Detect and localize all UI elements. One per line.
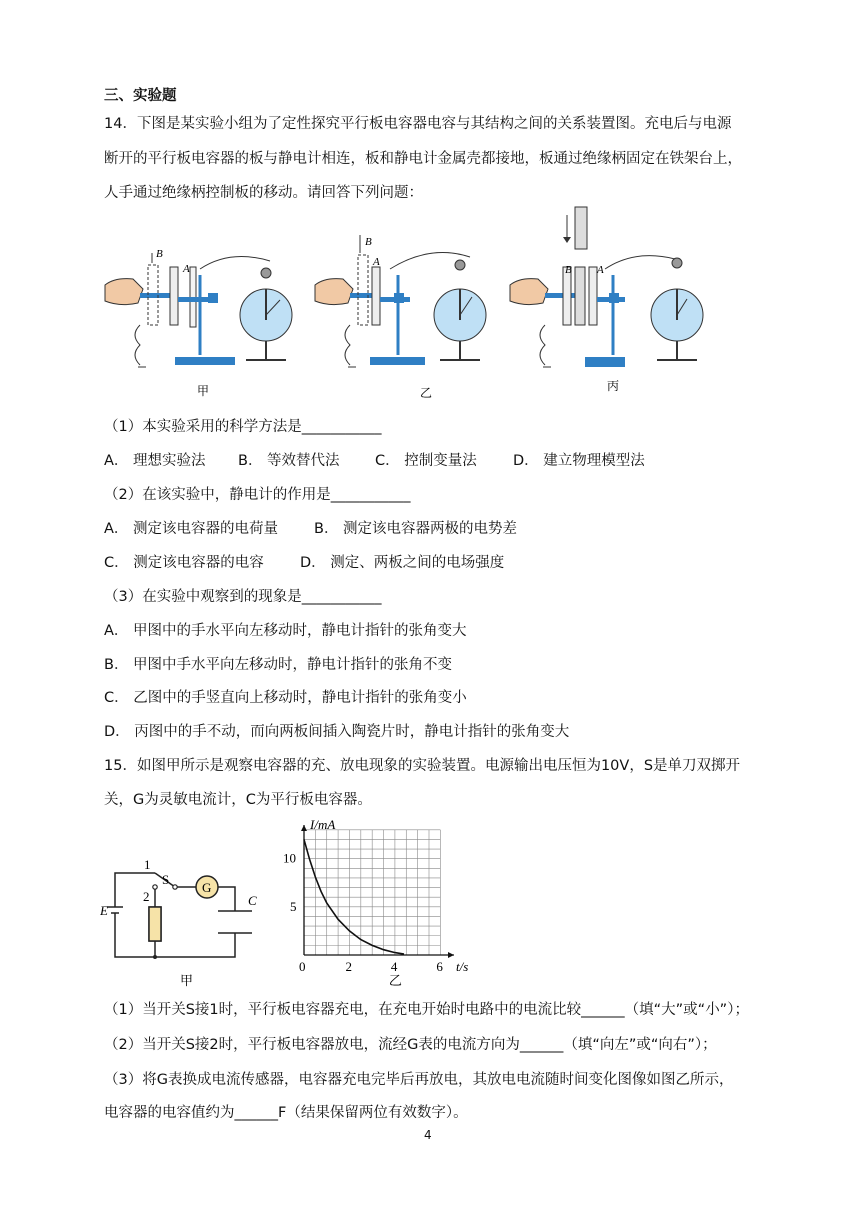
x-tick-label: 4 bbox=[390, 959, 398, 974]
circuit-caption: 甲 bbox=[180, 973, 194, 988]
q14-sub3-option-c: C． 乙图中的手竖直向上移动时，静电计指针的张角变小 bbox=[104, 690, 467, 706]
q14-sub2-option-d: D． 测定、两板之间的电场强度 bbox=[300, 555, 505, 571]
source-label: E bbox=[100, 903, 108, 918]
plate-label-B: B bbox=[156, 248, 163, 260]
chart-y-axis-label: I/mA bbox=[310, 817, 336, 832]
apparatus-yi bbox=[315, 235, 486, 400]
q14-sub3-option-d: D． 丙图中的手不动，而向两板间插入陶瓷片时，静电计指针的张角变大 bbox=[104, 724, 570, 740]
q14-sub2-option-b: B． 测定该电容器两极的电势差 bbox=[314, 521, 518, 537]
q15-sub3-line1: （3）将G表换成电流传感器，电容器充电完毕后再放电，其放电电流随时间变化图像如图乙所示， bbox=[104, 1072, 734, 1088]
y-tick-label: 10 bbox=[283, 850, 296, 866]
plate-label-A: A bbox=[373, 256, 380, 268]
q14-sub3-option-a: A． 甲图中的手水平向左移动时，静电计指针的张角变大 bbox=[104, 623, 467, 639]
section-title: 三、实验题 bbox=[104, 88, 177, 104]
galvanometer-label: G bbox=[202, 880, 212, 895]
apparatus-jia bbox=[105, 248, 292, 398]
q14-sub1-option-a: A． 理想实验法 bbox=[104, 453, 206, 469]
apparatus-bing bbox=[510, 207, 703, 393]
discharge-curve bbox=[304, 839, 404, 954]
plate-label-A: A bbox=[183, 263, 190, 275]
switch-label: S bbox=[162, 872, 170, 887]
circuit-diagram bbox=[100, 855, 280, 990]
chart-x-axis-label: t/s bbox=[456, 959, 469, 974]
q14-intro-line1: 14．下图是某实验小组为了定性探究平行板电容器电容与其结构之间的关系装置图。充电后与电源 bbox=[104, 116, 732, 132]
capacitor-apparatus-figure bbox=[100, 205, 740, 400]
q15-sub3-line2: 电容器的电容值约为______F（结果保留两位有效数字）。 bbox=[104, 1105, 468, 1121]
q14-intro-line3: 人手通过绝缘柄控制板的移动。请回答下列问题： bbox=[104, 185, 423, 201]
q15-intro-line2: 关，G为灵敏电流计，C为平行板电容器。 bbox=[104, 792, 372, 808]
caption-yi: 乙 bbox=[420, 386, 433, 400]
x-tick-label: 2 bbox=[345, 959, 352, 974]
q14-sub1-option-d: D． 建立物理模型法 bbox=[513, 453, 645, 469]
q15-sub1: （1）当开关S接1时，平行板电容器充电，在充电开始时电路中的电流比较______（填“大”或“小”）； bbox=[104, 1002, 749, 1018]
q14-sub3-stem: （3）在实验中观察到的现象是___________ bbox=[104, 589, 382, 605]
q14-sub3-option-b: B． 甲图中手水平向左移动时，静电计指针的张角不变 bbox=[104, 657, 453, 673]
caption-bing: 丙 bbox=[607, 379, 620, 393]
x-axis-arrow bbox=[448, 952, 454, 958]
discharge-chart bbox=[282, 812, 482, 987]
plate-label-B: B bbox=[365, 236, 372, 248]
q15-sub2: （2）当开关S接2时，平行板电容器放电，流经G表的电流方向为______（填“向左”或“向右”）； bbox=[104, 1037, 717, 1053]
q14-sub1-stem: （1）本实验采用的科学方法是___________ bbox=[104, 419, 382, 435]
capacitor-label: C bbox=[248, 893, 257, 908]
q15-intro-line1: 15．如图甲所示是观察电容器的充、放电现象的实验装置。电源输出电压恒为10V，S是单刀双掷开 bbox=[104, 758, 741, 774]
q14-intro-line2: 断开的平行板电容器的板与静电计相连，板和静电计金属壳都接地，板通过绝缘柄固定在铁架台上， bbox=[104, 151, 742, 167]
chart-caption: 乙 bbox=[388, 973, 402, 987]
plate-label-B: B bbox=[565, 264, 572, 276]
q14-sub1-option-b: B． 等效替代法 bbox=[238, 453, 340, 469]
x-tick-label: 6 bbox=[436, 959, 443, 974]
y-tick-label: 5 bbox=[290, 898, 297, 914]
q14-sub2-stem: （2）在该实验中，静电计的作用是___________ bbox=[104, 487, 411, 503]
chart-origin-label: 0 bbox=[299, 959, 306, 974]
y-axis-arrow bbox=[301, 825, 307, 831]
page-number: 4 bbox=[424, 1128, 432, 1142]
plate-label-A: A bbox=[597, 264, 604, 276]
terminal-1-label: 1 bbox=[144, 857, 151, 872]
q14-sub2-option-c: C． 测定该电容器的电容 bbox=[104, 555, 264, 571]
chart-grid bbox=[304, 830, 440, 955]
chart-axes bbox=[301, 825, 454, 958]
q14-sub2-option-a: A． 测定该电容器的电荷量 bbox=[104, 521, 279, 537]
caption-jia: 甲 bbox=[197, 384, 210, 398]
terminal-2-label: 2 bbox=[143, 889, 150, 904]
q14-sub1-option-c: C． 控制变量法 bbox=[375, 453, 477, 469]
